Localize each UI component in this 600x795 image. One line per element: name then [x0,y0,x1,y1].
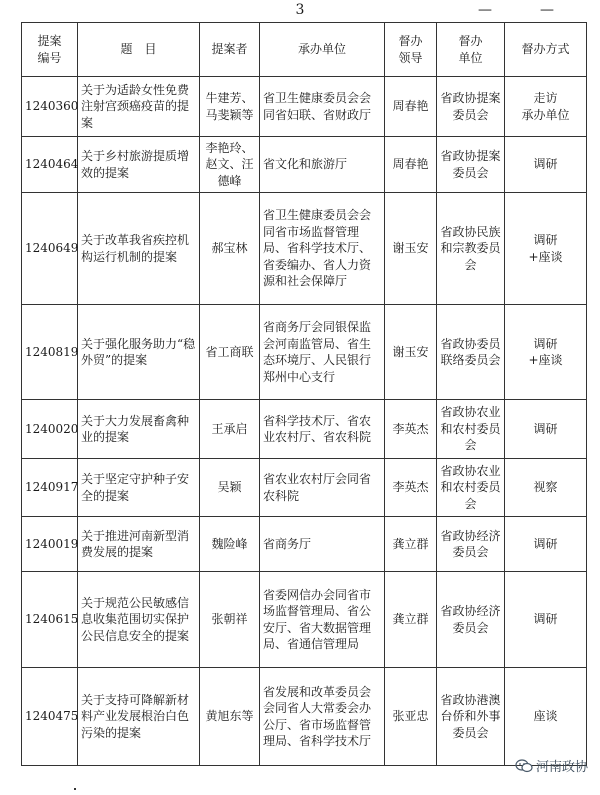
cell-unit: 省卫生健康委员会会同省妇联、省财政厅 [260,77,385,137]
cell-office: 省政协经济委员会 [437,572,505,668]
table-row [22,517,587,572]
header-title: 题 目 [78,23,200,77]
cell-method: 调研 +座谈 [505,193,587,305]
cell-title: 关于改革我省疾控机构运行机制的提案 [78,193,200,305]
cell-unit: 省发展和改革委员会会同省人大常委会办公厅、省市场监督管理局、省科学技术厅 [260,668,385,766]
cell-id: 1240917 [22,459,78,517]
header-method: 督办方式 [505,23,587,77]
cell-title: 关于规范公民敏感信息收集范围切实保护公民信息安全的提案 [78,572,200,668]
cell-id: 1240615 [22,572,78,668]
cell-method: 视察 [505,459,587,517]
cell-proposer: 省工商联 [200,305,260,400]
cell-leader: 龚立群 [385,572,437,668]
cell-id: 1240020 [22,400,78,459]
cell-id: 1240360 [22,77,78,137]
header-id: 提案 编号 [22,23,78,77]
cell-unit: 省委网信办会同省市场监督管理局、省公安厅、省大数据管理局、省通信管理局 [260,572,385,668]
cell-leader: 李英杰 [385,400,437,459]
cell-proposer: 牛建芳、马斐颖等 [200,77,260,137]
cell-method: 调研 +座谈 [505,305,587,400]
cell-leader: 张亚忠 [385,668,437,766]
table-row [22,572,587,668]
cell-method: 调研 [505,517,587,572]
cell-proposer: 李艳玲、赵文、汪德峰 [200,137,260,193]
cell-id: 1240819 [22,305,78,400]
cell-title: 关于支持可降解新材料产业发展根治白色污染的提案 [78,668,200,766]
header-unit: 承办单位 [260,23,385,77]
cell-office: 省政协民族和宗教委员会 [437,193,505,305]
header-dash-left: — [478,2,492,18]
table-row [22,305,587,400]
cell-unit: 省商务厅 [260,517,385,572]
cell-proposer: 王承启 [200,400,260,459]
cell-proposer: 张朝祥 [200,572,260,668]
cell-title: 关于大力发展畜禽种业的提案 [78,400,200,459]
cell-proposer: 黄旭东等 [200,668,260,766]
cell-title: 关于乡村旅游提质增效的提案 [78,137,200,193]
cell-leader: 谢玉安 [385,193,437,305]
header-office: 督办 单位 [437,23,505,77]
cell-id: 1240019 [22,517,78,572]
cell-office: 省政协港澳台侨和外事委员会 [437,668,505,766]
cell-proposer: 吴颖 [200,459,260,517]
wechat-icon [515,759,533,773]
cell-proposer: 魏险峰 [200,517,260,572]
cell-leader: 周春艳 [385,137,437,193]
cell-leader: 李英杰 [385,459,437,517]
table-row [22,400,587,459]
cell-office: 省政协提案委员会 [437,77,505,137]
page-mark [74,788,76,790]
cell-method: 调研 [505,137,587,193]
cell-method: 调研 [505,400,587,459]
cell-title: 关于坚定守护种子安全的提案 [78,459,200,517]
page-number: 3 [295,2,305,18]
cell-office: 省政协委员联络委员会 [437,305,505,400]
cell-office: 省政协提案委员会 [437,137,505,193]
cell-office: 省政协农业和农村委员会 [437,459,505,517]
cell-id: 1240649 [22,193,78,305]
supervision-table [21,22,587,766]
cell-method: 座谈 [505,668,587,766]
cell-office: 省政协农业和农村委员会 [437,400,505,459]
cell-id: 1240475 [22,668,78,766]
cell-title: 关于强化服务助力“稳外贸”的提案 [78,305,200,400]
table-header-row [22,23,587,77]
header-leader: 督办 领导 [385,23,437,77]
cell-method: 走访 承办单位 [505,77,587,137]
cell-unit: 省科学技术厅、省农业农村厅、省农科院 [260,400,385,459]
table-row [22,77,587,137]
table-row [22,459,587,517]
header-dash-right: — [540,2,554,18]
cell-method: 调研 [505,572,587,668]
table-row [22,668,587,766]
table-row [22,193,587,305]
watermark [515,756,588,775]
cell-leader: 谢玉安 [385,305,437,400]
cell-unit: 省文化和旅游厅 [260,137,385,193]
cell-leader: 龚立群 [385,517,437,572]
watermark-text: 河南政协 [535,760,588,775]
cell-unit: 省农业农村厅会同省农科院 [260,459,385,517]
cell-unit: 省卫生健康委员会会同省市场监督管理局、省科学技术厅、省委编办、省人力资源和社会保障厅 [260,193,385,305]
cell-leader: 周春艳 [385,77,437,137]
table-row [22,137,587,193]
cell-unit: 省商务厅会同银保监会河南监管局、省生态环境厅、人民银行郑州中心支行 [260,305,385,400]
cell-office: 省政协经济委员会 [437,517,505,572]
header-proposer: 提案者 [200,23,260,77]
cell-title: 关于推进河南新型消费发展的提案 [78,517,200,572]
cell-id: 1240464 [22,137,78,193]
cell-proposer: 郝宝林 [200,193,260,305]
cell-title: 关于为适龄女性免费注射宫颈癌疫苗的提案 [78,77,200,137]
